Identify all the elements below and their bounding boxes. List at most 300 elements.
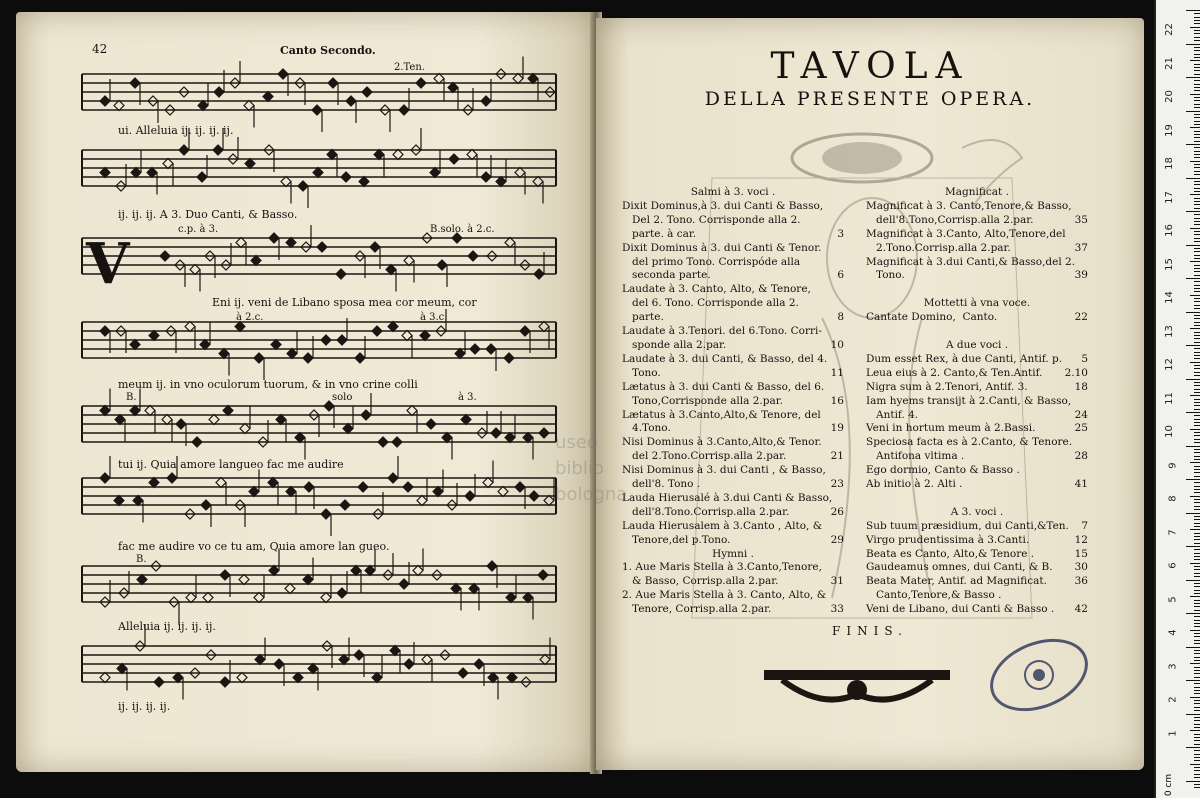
ruler-tick (1194, 218, 1200, 219)
voice-label: à 3. (458, 392, 477, 403)
ruler-tick (1194, 40, 1200, 41)
ruler-tick (1194, 405, 1200, 406)
ruler-tick (1194, 33, 1200, 34)
music-note (417, 496, 427, 506)
index-entry-page (1084, 283, 1088, 297)
index-entry (622, 478, 844, 492)
ruler-tick (1194, 633, 1200, 634)
index-entry-title: Virgo prudentissima à 3.Canti. (866, 533, 1030, 546)
ruler-tick (1194, 271, 1200, 272)
index-entry-page (840, 492, 844, 506)
ruler-tick (1194, 492, 1200, 493)
ruler-tick (1194, 248, 1200, 249)
index-entry-title: Del 2. Tono. Corrisponde alla 2. (622, 213, 801, 226)
ruler-tick (1194, 288, 1200, 289)
ruler-tick (1194, 47, 1200, 48)
index-entry (622, 589, 844, 603)
ruler-tick (1194, 727, 1200, 728)
music-note (451, 584, 461, 594)
index-entry-page: 16 (830, 394, 844, 407)
ruler-tick (1186, 144, 1200, 145)
index-entry-title (866, 325, 869, 339)
ruler-tick (1190, 663, 1200, 664)
ruler-tick (1194, 559, 1200, 560)
music-note (100, 96, 110, 106)
index-entry-page: 31 (830, 575, 844, 588)
index-entry-title: Lætatus à 3. dui Canti & Basso, del 6. (622, 380, 825, 393)
index-entry-title: Speciosa facta es à 2.Canto, & Tenore. (866, 436, 1073, 449)
index-entry (866, 534, 1088, 548)
music-note (254, 593, 264, 603)
index-entry (622, 561, 844, 575)
index-entry-title: dell'8. Tono . (622, 478, 701, 491)
index-entry-page (1084, 436, 1088, 450)
ruler-tick (1186, 10, 1200, 11)
music-note (201, 500, 211, 510)
music-note (470, 344, 480, 354)
ruler-number: 20 (1164, 90, 1176, 103)
ruler-tick (1194, 533, 1200, 534)
ruler-tick (1194, 234, 1200, 235)
music-note (343, 424, 353, 434)
index-entry (622, 283, 844, 297)
index-entry (866, 492, 1088, 506)
ruler-tick (1190, 60, 1200, 61)
ruler-tick (1194, 683, 1200, 684)
ruler-tick (1194, 593, 1200, 594)
ruler-tick (1194, 301, 1200, 302)
ruler-tick (1194, 650, 1200, 651)
index-entry (866, 256, 1088, 270)
index-entry-page: 28 (1074, 450, 1088, 463)
ruler-tick (1194, 352, 1200, 353)
index-entry-title: Iam hyems transijt à 2.Canti, & Basso, (866, 394, 1072, 407)
ruler-tick (1194, 255, 1200, 256)
music-note (487, 561, 497, 571)
ruler-tick (1194, 332, 1200, 333)
music-note (176, 419, 186, 429)
index-entry (866, 325, 1088, 339)
index-entry-title: Beata Mater, Antif. ad Magnificat. (866, 575, 1047, 588)
voice-label: B. (136, 554, 147, 565)
music-note (254, 353, 264, 363)
music-note (481, 172, 491, 182)
index-entry (866, 228, 1088, 242)
ruler-tick (1194, 556, 1200, 557)
ruler-tick (1190, 27, 1200, 28)
ruler-tick (1194, 583, 1200, 584)
index-entry-page (1084, 325, 1088, 339)
index-entry-title: del 6. Tono. Corrisponde alla 2. (622, 297, 799, 310)
music-note (186, 593, 196, 603)
music-note (190, 265, 200, 275)
music-note (378, 437, 388, 447)
index-entry-title: 1. Aue Maris Stella à 3.Canto,Tenore, (622, 561, 822, 574)
index-entry (622, 409, 844, 423)
ruler-tick (1194, 677, 1200, 678)
ruler-tick (1194, 636, 1200, 637)
ruler-tick (1194, 30, 1200, 31)
index-entry-title: Tono. (622, 366, 661, 379)
ruler-tick (1194, 157, 1200, 158)
music-note (114, 496, 124, 506)
ruler-tick (1190, 328, 1200, 329)
music-note (365, 566, 375, 576)
index-entry (622, 353, 844, 367)
ruler-tick (1194, 204, 1200, 205)
ruler-tick (1194, 693, 1200, 694)
index-entry-title: sponde alla 2.par. (622, 338, 727, 351)
music-note (496, 177, 506, 187)
voice-label: solo (332, 392, 353, 403)
index-entry (866, 478, 1088, 492)
music-note (321, 593, 331, 603)
index-entry-page: 24 (1074, 408, 1088, 421)
index-entry (866, 548, 1088, 562)
ruler-tick (1190, 94, 1200, 95)
music-note (523, 593, 533, 603)
ruler-number: 16 (1164, 224, 1176, 237)
music-note (271, 340, 281, 350)
index-entry-page (1084, 395, 1088, 409)
index-entry (622, 242, 844, 256)
music-note (327, 150, 337, 160)
ruler-tick (1194, 167, 1200, 168)
lyric-line: Eni ij. veni de Libano sposa mea cor meum, cor (212, 296, 477, 309)
ruler-tick (1194, 566, 1200, 567)
ruler-number: 18 (1164, 157, 1176, 170)
index-entry-title: Canto,Tenore,& Basso . (866, 589, 1002, 602)
music-note (362, 87, 372, 97)
music-note (416, 78, 426, 88)
ruler-tick (1194, 348, 1200, 349)
music-note (420, 331, 430, 341)
ruler-unit: 0 cm (1163, 773, 1174, 797)
ruler-tick (1186, 747, 1200, 748)
music-note (374, 150, 384, 160)
index-entry-page: 26 (830, 505, 844, 518)
index-entry-title: Nisi Dominus à 3.Canto,Alto,& Tenor. (622, 436, 822, 449)
music-note (539, 322, 549, 332)
ruler-number: 17 (1164, 190, 1176, 204)
ruler-tick (1194, 439, 1200, 440)
music-staff (82, 309, 556, 380)
ruler-tick (1194, 586, 1200, 587)
index-entry (622, 311, 844, 325)
index-entry-title: Salmi à 3. voci . (690, 186, 776, 198)
music-note (461, 415, 471, 425)
music-note (312, 105, 322, 115)
index-entry (866, 520, 1088, 534)
index-entry (622, 186, 844, 200)
ruler-number: 15 (1164, 257, 1176, 271)
ruler-tick (1194, 750, 1200, 751)
index-entry (622, 325, 844, 339)
lyric-line: Alleluia ij. ij. ij. ij. (118, 620, 216, 633)
ruler-tick (1194, 653, 1200, 654)
music-note (160, 251, 170, 261)
ruler-tick (1194, 224, 1200, 225)
index-entry-page (840, 353, 844, 367)
index-entry-title: parte. à car. (622, 227, 697, 240)
ruler-tick (1194, 482, 1200, 483)
ruler-tick (1194, 134, 1200, 135)
ruler-tick (1194, 536, 1200, 537)
ruler-tick (1186, 345, 1200, 346)
index-entry (866, 450, 1088, 464)
music-note (437, 260, 447, 270)
ruler-tick (1194, 489, 1200, 490)
ruler-tick (1194, 389, 1200, 390)
index-entry (866, 242, 1088, 256)
ruler-tick (1194, 23, 1200, 24)
music-staff (82, 128, 556, 208)
ruler-tick (1194, 104, 1200, 105)
ruler-tick (1194, 509, 1200, 510)
index-entry-page: 15 (1074, 547, 1088, 560)
index-entry-page: 41 (1074, 478, 1088, 491)
index-entry-page (840, 381, 844, 395)
index-entry-title: seconda parte. (622, 269, 711, 282)
ruler-tick (1194, 660, 1200, 661)
ruler-tick (1190, 261, 1200, 262)
ruler-tick (1194, 760, 1200, 761)
music-note (133, 496, 143, 506)
ruler-tick (1194, 188, 1200, 189)
index-entry (622, 575, 844, 589)
ruler-tick (1194, 690, 1200, 691)
ruler-number: 12 (1164, 358, 1176, 371)
ruler-tick (1194, 70, 1200, 71)
lyric-line: ui. Alleluia ij. ij. ij. ij. (118, 124, 234, 137)
ruler-tick (1194, 539, 1200, 540)
ruler-tick (1194, 724, 1200, 725)
ruler-tick (1194, 121, 1200, 122)
index-entry-title: Magnificat . (945, 186, 1009, 198)
ruler-tick (1186, 613, 1200, 614)
index-entry-page: 8 (837, 311, 844, 324)
voice-label: c.p. à 3. (178, 224, 219, 235)
music-note (245, 159, 255, 169)
music-note (268, 478, 278, 488)
ruler-number: 5 (1167, 595, 1179, 603)
ruler-tick (1194, 251, 1200, 252)
ruler-tick (1194, 616, 1200, 617)
ruler-tick (1190, 127, 1200, 128)
lyric-line: ij. ij. ij. A 3. Duo Canti, & Basso. (118, 208, 298, 221)
music-note (236, 238, 246, 248)
index-entry (866, 297, 1088, 311)
ruler-tick (1194, 657, 1200, 658)
ruler-tick (1194, 368, 1200, 369)
music-note (370, 242, 380, 252)
music-note (251, 256, 261, 266)
voice-label: à 3.c. (420, 312, 448, 323)
ruler-tick (1194, 198, 1200, 199)
index-entry (622, 450, 844, 464)
index-entry (622, 436, 844, 450)
index-entry-title: A 3. voci . (950, 505, 1004, 518)
music-note (303, 353, 313, 363)
music-note (341, 172, 351, 182)
ruler-tick (1194, 569, 1200, 570)
ruler-tick (1194, 117, 1200, 118)
music-note (100, 168, 110, 178)
music-note (337, 335, 347, 345)
index-entry-page (1084, 464, 1088, 478)
index-entry (866, 339, 1088, 353)
ruler-tick (1194, 281, 1200, 282)
index-entry-page: 11 (830, 366, 844, 379)
index-entry-title (866, 492, 869, 506)
index-entry (622, 339, 844, 353)
music-note (167, 473, 177, 483)
index-entry (866, 214, 1088, 228)
index-entry-page: 22 (1074, 311, 1088, 324)
index-entry-page: 23 (830, 478, 844, 491)
music-note (426, 419, 436, 429)
ruler-tick (1186, 211, 1200, 212)
music-note (539, 428, 549, 438)
ruler-number: 2 (1167, 696, 1179, 703)
ruler-tick (1190, 228, 1200, 229)
ruler-number: 22 (1164, 23, 1176, 36)
ruler-tick (1194, 526, 1200, 527)
ruler-tick (1194, 502, 1200, 503)
music-note (422, 655, 432, 665)
ruler-tick (1194, 174, 1200, 175)
music-note (407, 406, 417, 416)
index-entry-page (840, 283, 844, 297)
music-note (269, 566, 279, 576)
ruler-number: 13 (1164, 324, 1176, 338)
music-note (544, 496, 554, 506)
index-entry-title: Ego dormio, Canto & Basso . (866, 464, 1020, 477)
index-entry (866, 353, 1088, 367)
ruler-tick (1194, 382, 1200, 383)
index-entry (866, 422, 1088, 436)
index-entry-page: 12 (1074, 533, 1088, 546)
music-note (321, 509, 331, 519)
index-entry (866, 200, 1088, 214)
music-note (286, 487, 296, 497)
ruler-tick (1194, 774, 1200, 775)
ruler-tick (1194, 469, 1200, 470)
ruler-number: 3 (1167, 662, 1179, 670)
ruler-tick (1194, 516, 1200, 517)
index-entry-title: Dixit Dominus à 3. dui Canti & Tenor. (622, 241, 822, 254)
ruler-tick (1194, 710, 1200, 711)
ruler-tick (1194, 171, 1200, 172)
ruler-tick (1194, 84, 1200, 85)
ruler-tick (1194, 784, 1200, 785)
ruler-tick (1194, 603, 1200, 604)
index-entry-title: dell'8.Tono,Corrisp.alla 2.par. (866, 213, 1034, 226)
index-entry-page (840, 256, 844, 270)
index-entry-title: 2. Aue Maris Stella à 3. Canto, Alto, & (622, 589, 827, 602)
ruler-tick (1194, 415, 1200, 416)
music-note (340, 500, 350, 510)
music-note (179, 145, 189, 155)
ruler-tick (1194, 720, 1200, 721)
music-note (481, 96, 491, 106)
ruler-number: 7 (1167, 528, 1179, 536)
music-note (372, 673, 382, 683)
music-note (491, 428, 501, 438)
finis-label: FINIS. (832, 624, 908, 638)
music-note (240, 424, 250, 434)
music-note (386, 265, 396, 275)
ruler-tick (1194, 573, 1200, 574)
music-note (162, 415, 172, 425)
ruler-tick (1194, 610, 1200, 611)
music-note (298, 181, 308, 191)
index-entry-page (840, 242, 844, 256)
index-entry-title: Nisi Dominus à 3. dui Canti , & Basso, (622, 464, 826, 477)
index-entry-page (840, 436, 844, 450)
ruler-tick (1194, 325, 1200, 326)
ruler-tick (1194, 80, 1200, 81)
index-entry (866, 603, 1088, 617)
music-note (339, 655, 349, 665)
music-note (533, 177, 543, 187)
ruler-tick (1194, 365, 1200, 366)
music-note (147, 168, 157, 178)
index-entry (866, 395, 1088, 409)
music-note (255, 655, 265, 665)
ruler-tick (1194, 590, 1200, 591)
index-entry-page (1084, 589, 1088, 603)
ruler-number: 4 (1167, 629, 1179, 636)
ruler-tick (1194, 338, 1200, 339)
ruler-tick (1194, 707, 1200, 708)
ruler-tick (1190, 596, 1200, 597)
ruler-tick (1194, 673, 1200, 674)
ruler-number: 1 (1167, 729, 1179, 737)
ruler-tick (1186, 580, 1200, 581)
watermark: useo biblio bologna (555, 432, 628, 505)
ruler-tick (1194, 432, 1200, 433)
ruler-tick (1194, 442, 1200, 443)
index-entry-page (1084, 256, 1088, 270)
music-note (304, 482, 314, 492)
ruler-tick (1194, 499, 1200, 500)
index-entry-title: Leua eius à 2. Canto,& Ten.Antif. (866, 366, 1043, 379)
music-note (130, 78, 140, 88)
ruler-tick (1194, 74, 1200, 75)
ruler-number: 8 (1167, 495, 1179, 502)
music-note (523, 433, 533, 443)
index-entry (622, 603, 844, 617)
index-entry-page: 2.10 (1064, 366, 1088, 379)
music-note (220, 570, 230, 580)
music-note (520, 326, 530, 336)
ruler-tick (1194, 97, 1200, 98)
page-title: TAVOLA (770, 46, 970, 87)
index-entry-page: 5 (1081, 352, 1088, 365)
music-note (515, 482, 525, 492)
ruler-tick (1186, 647, 1200, 648)
ruler-tick (1190, 630, 1200, 631)
index-entry-title: Laudate à 3. dui Canti, & Basso, del 4. (622, 352, 828, 365)
index-entry-title (866, 283, 869, 297)
music-note (317, 242, 327, 252)
music-note (430, 168, 440, 178)
ruler-tick (1194, 164, 1200, 165)
music-note (203, 593, 213, 603)
ruler-tick (1194, 358, 1200, 359)
index-entry-page (840, 200, 844, 214)
